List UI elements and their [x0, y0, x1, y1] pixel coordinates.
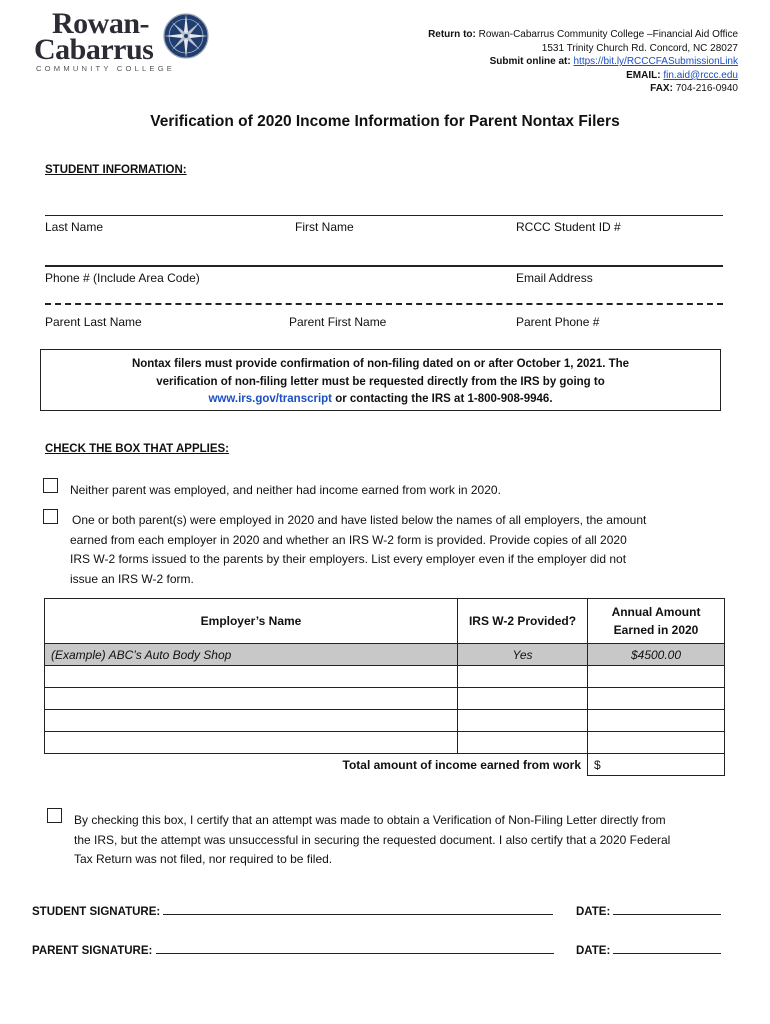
- return-label: Return to:: [428, 29, 476, 40]
- table-row[interactable]: [45, 666, 725, 688]
- amount-cell[interactable]: [588, 732, 725, 754]
- certify-checkbox[interactable]: [47, 808, 62, 823]
- irs-transcript-link[interactable]: www.irs.gov/transcript: [208, 393, 333, 405]
- total-row: [45, 754, 725, 776]
- w2-cell[interactable]: [458, 710, 588, 732]
- table-row[interactable]: [45, 688, 725, 710]
- student-signature-field[interactable]: [163, 904, 553, 915]
- submission-link[interactable]: https://bit.ly/RCCCFASubmissionLink: [573, 56, 738, 68]
- parent-first-name-label: Parent First Name: [289, 315, 387, 329]
- college-logo: [34, 8, 214, 74]
- no-employment-checkbox[interactable]: [43, 478, 58, 493]
- employed-checkbox[interactable]: [43, 509, 58, 524]
- employer-name-cell[interactable]: [45, 710, 458, 732]
- submit-label: Submit online at:: [489, 56, 571, 68]
- employer-name-cell[interactable]: [45, 732, 458, 754]
- parent-signature-label: PARENT SIGNATURE:: [32, 945, 153, 957]
- check-box-heading: CHECK THE BOX THAT APPLIES:: [45, 443, 230, 455]
- example-employer-name: (Example) ABC’s Auto Body Shop: [45, 644, 458, 666]
- option-2-line-1: One or both parent(s) were employed in 2020 and have listed below the names of all employers, the amount: [72, 513, 647, 527]
- notice-line-3: [41, 391, 720, 409]
- return-line: [428, 28, 738, 42]
- table-header-row: [45, 599, 725, 644]
- w2-cell[interactable]: [458, 688, 588, 710]
- last-name-label: Last Name: [45, 220, 104, 234]
- logo-line-1: Rowan-: [52, 7, 150, 40]
- example-amount: $4500.00: [588, 644, 725, 666]
- first-name-label: First Name: [295, 220, 354, 234]
- example-row: [45, 644, 725, 666]
- option-1-text: Neither parent was employed, and neither had income earned from work in 2020.: [70, 483, 501, 497]
- parent-date-label: DATE:: [576, 945, 611, 957]
- example-w2-provided: Yes: [458, 644, 588, 666]
- return-text: Rowan-Cabarrus Community College –Financial Aid Office: [478, 29, 738, 40]
- email-link[interactable]: fin.aid@rccc.edu: [663, 69, 738, 81]
- student-date-field[interactable]: [613, 904, 721, 915]
- email-address-label: Email Address: [516, 271, 593, 285]
- w2-cell[interactable]: [458, 732, 588, 754]
- option-2-line-4: issue an IRS W-2 form.: [70, 571, 194, 586]
- annual-amount-header-line-1: Annual Amount: [611, 605, 701, 619]
- email-label: EMAIL:: [626, 69, 661, 81]
- annual-amount-header-line-2: Earned in 2020: [613, 623, 699, 637]
- parent-last-name-label: Parent Last Name: [45, 315, 142, 329]
- amount-cell[interactable]: [588, 688, 725, 710]
- w2-cell[interactable]: [458, 666, 588, 688]
- parent-signature-row: [32, 943, 554, 957]
- total-label: Total amount of income earned from work: [45, 754, 588, 776]
- student-name-line[interactable]: [45, 215, 723, 216]
- option-2-line-3: IRS W-2 forms issued to the parents by their employers. List every employer even if the employer did not: [70, 552, 627, 566]
- phone-email-line[interactable]: [45, 265, 723, 267]
- student-info-heading: STUDENT INFORMATION:: [45, 164, 187, 176]
- employer-name-cell[interactable]: [45, 688, 458, 710]
- compass-seal-icon: [162, 8, 210, 64]
- table-row[interactable]: [45, 710, 725, 732]
- fax-label: FAX:: [650, 83, 673, 95]
- table-row[interactable]: [45, 732, 725, 754]
- total-amount-cell[interactable]: [588, 754, 725, 776]
- parent-info-line[interactable]: [45, 303, 723, 305]
- employer-table: [44, 598, 725, 776]
- option-2-line-2: earned from each employer in 2020 and whether an IRS W-2 form is provided. Provide copies of all 2020: [70, 532, 627, 547]
- amount-cell[interactable]: [588, 710, 725, 732]
- notice-line-1: Nontax filers must provide confirmation of non-filing dated on or after October 1, 2021. The: [131, 358, 630, 370]
- parent-date-field[interactable]: [613, 943, 721, 954]
- contact-block: [428, 28, 738, 96]
- parent-signature-field[interactable]: [156, 943, 554, 954]
- address-line: 1531 Trinity Church Rd. Concord, NC 28027: [541, 42, 738, 54]
- fax-text: 704-216-0940: [675, 83, 738, 95]
- amount-cell[interactable]: [588, 666, 725, 688]
- student-date-row: [576, 904, 721, 918]
- parent-phone-label: Parent Phone #: [516, 315, 600, 329]
- option-2-text: [70, 511, 646, 589]
- logo-line-2: Cabarrus: [34, 33, 154, 66]
- certify-line-1: By checking this box, I certify that an attempt was made to obtain a Verification of Non-Filing Letter directly from: [74, 813, 666, 827]
- submit-line: [428, 55, 738, 69]
- nonfiling-notice: [40, 349, 721, 411]
- student-signature-row: [32, 904, 553, 918]
- employer-name-cell[interactable]: [45, 666, 458, 688]
- parent-date-row: [576, 943, 721, 957]
- certify-line-3: Tax Return was not filed, nor required to be filed.: [74, 852, 333, 866]
- form-title: Verification of 2020 Income Information for Parent Nontax Filers: [150, 113, 620, 130]
- w2-provided-header: IRS W-2 Provided?: [458, 599, 588, 644]
- fax-line: [428, 82, 738, 96]
- student-date-label: DATE:: [576, 906, 611, 918]
- annual-amount-header: [588, 599, 725, 644]
- certify-line-2: the IRS, but the attempt was unsuccessful in securing the requested document. I also certify that a 2020 Federal: [74, 832, 671, 847]
- email-line: [428, 69, 738, 83]
- certify-text: [74, 811, 670, 870]
- logo-subtitle: COMMUNITY COLLEGE: [36, 64, 176, 73]
- notice-line-3-text: or contacting the IRS at 1-800-908-9946.: [332, 393, 553, 405]
- employer-name-header: Employer’s Name: [45, 599, 458, 644]
- total-dollar-sign: $: [594, 757, 601, 772]
- phone-label: Phone # (Include Area Code): [45, 271, 200, 285]
- notice-line-2: verification of non-filing letter must be requested directly from the IRS by going to: [156, 375, 605, 388]
- student-id-label: RCCC Student ID #: [516, 220, 621, 234]
- student-signature-label: STUDENT SIGNATURE:: [32, 906, 161, 918]
